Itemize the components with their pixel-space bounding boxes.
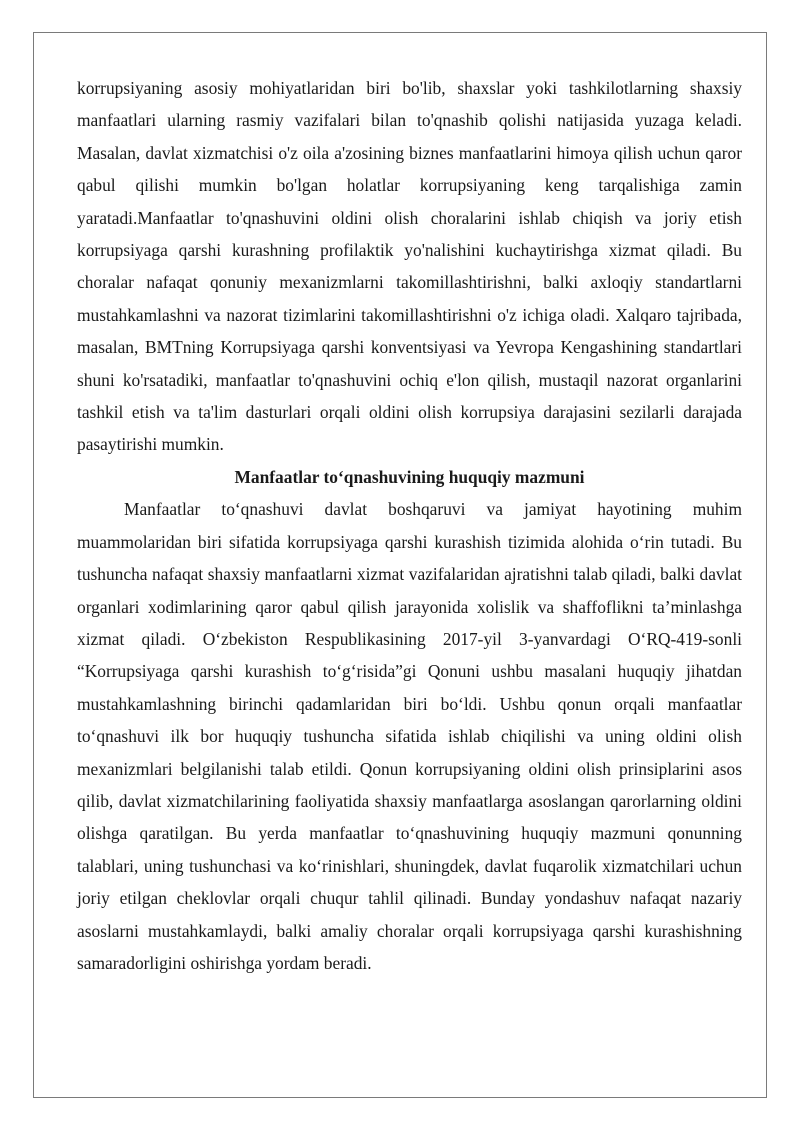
- body-paragraph: Manfaatlar to‘qnashuvi davlat boshqaruvi va jamiyat hayotining muhim muammolaridan biri sifatida korrupsiyaga qarshi kurashish tizimida alohida o‘rin tutadi. Bu tushuncha nafaqat shaxsiy manfaatlarni xizmat vazifalaridan ajratishni talab qiladi, balki davlat organlari xodimlarining qaror qabul qilish jarayonida xolislik va shaffoflikni ta’minlashga xizmat qiladi. O‘zbekiston Respublikasining 2017-yil 3-yanvardagi O‘RQ-419-sonli “Korrupsiyaga qarshi kurashish to‘g‘risida”gi Qonuni ushbu masalani huquqiy jihatdan mustahkamlashning birinchi qadamlaridan biri bo‘ldi. Ushbu qonun orqali manfaatlar to‘qnashuvi ilk bor huquqiy tushuncha sifatida ishlab chiqilishi va uning oldini olish mexanizmlari belgilanishi talab etildi. Qonun korrupsiyaning oldini olish prinsiplarini asos qilib, davlat xizmatchilarining faoliyatida shaxsiy manfaatlarga asoslangan qarorlarning oldini olishga qaratilgan. Bu yerda manfaatlar to‘qnashuvining huquqiy mazmuni qonunning talablari, uning tushunchasi va ko‘rinishlari, shuningdek, davlat fuqarolik xizmatchilari uchun joriy etilgan cheklovlar orqali chuqur tahlil qilinadi. Bunday yondashuv nafaqat nazariy asoslarni mustahkamlaydi, balki amaliy choralar orqali korrupsiyaga qarshi kurashishning samaradorligini oshirishga yordam beradi.: [77, 499, 742, 973]
- section-heading: Manfaatlar to‘qnashuvining huquqiy mazmuni: [234, 466, 585, 487]
- body-paragraph: korrupsiyaning asosiy mohiyatlaridan biri bo'lib, shaxslar yoki tashkilotlarning shaxsiy manfaatlari ularning rasmiy vazifalari bilan to'qnashib qolishi natijasida yuzaga keladi. Masalan, davlat xizmatchisi o'z oila a'zosining biznes manfaatlarini himoya qilish uchun qaror qabul qilishi mumkin bo'lgan holatlar korrupsiyaning keng tarqalishiga zamin yaratadi.Manfaatlar to'qnashuvini oldini olish choralarini ishlab chiqish va joriy etish korrupsiyaga qarshi kurashning profilaktik yo'nalishini kuchaytirishga xizmat qiladi. Bu choralar nafaqat qonuniy mexanizmlarni takomillashtirishni, balki axloqiy standartlarni mustahkamlashni va nazorat tizimlarini takomillashtirishni o'z ichiga oladi. Xalqaro tajribada, masalan, BMTning Korrupsiyaga qarshi konventsiyasi va Yevropa Kengashining standartlari shuni ko'rsatadiki, manfaatlar to'qnashuvini ochiq e'lon qilish, mustaqil nazorat organlarini tashkil etish va ta'lim dasturlari orqali oldini olish korrupsiya darajasini sezilarli darajada pasaytirishi mumkin.: [77, 78, 742, 455]
- document-body: [77, 72, 742, 979]
